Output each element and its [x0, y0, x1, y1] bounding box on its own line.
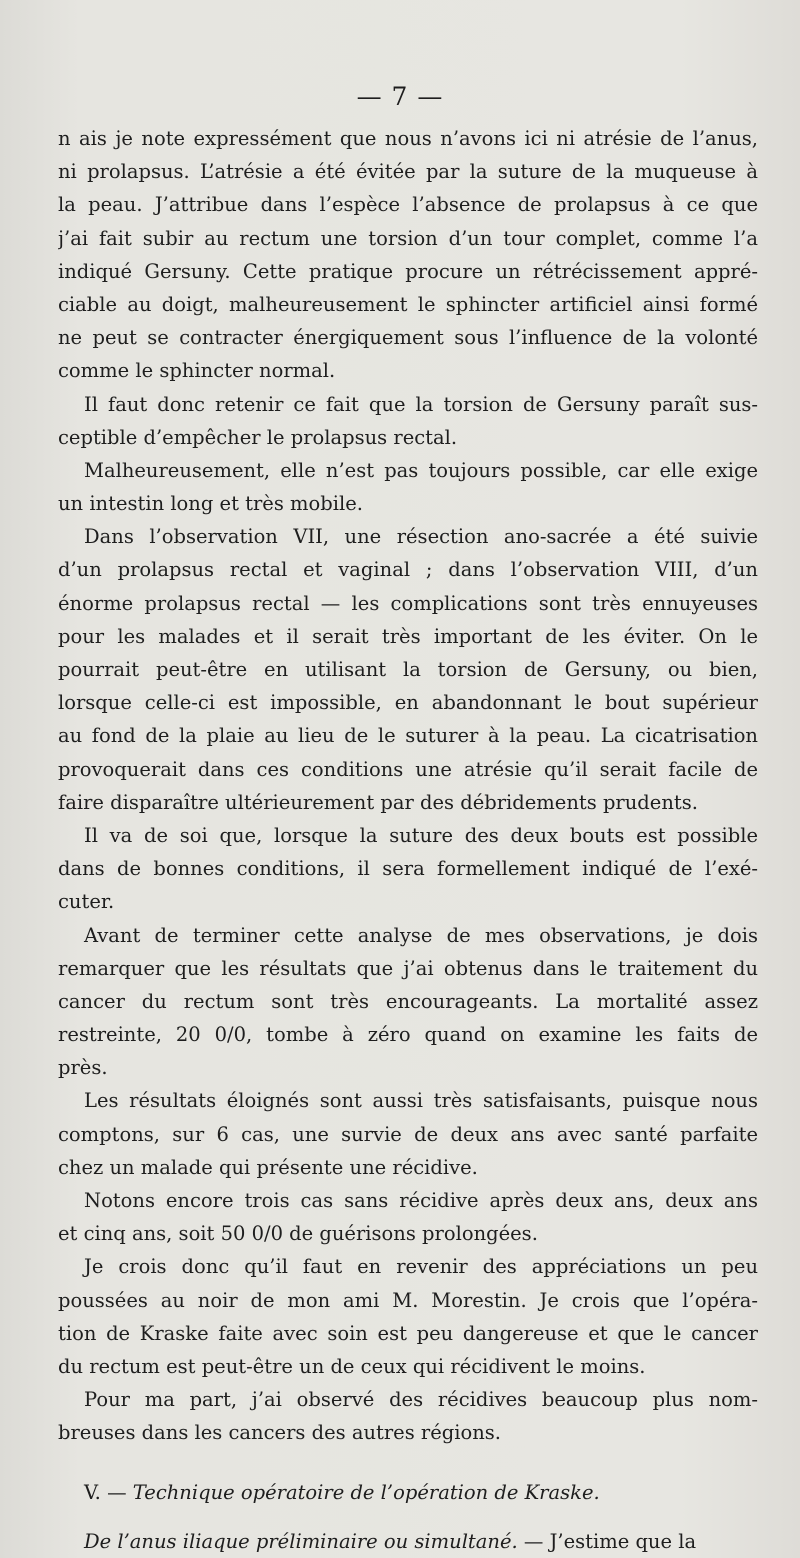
text-line: chez un malade qui présente une récidive. — [58, 1155, 478, 1179]
text-line: poussées au noir de mon ami M. Morestin. Je crois que l’opéra- — [58, 1288, 758, 1312]
text-line: Je crois donc qu’il faut en revenir des appréciations un peu — [84, 1255, 758, 1279]
body-text — [58, 122, 758, 1558]
text-line: lorsque celle-ci est impossible, en abandonnant le bout supérieur — [58, 691, 758, 715]
text-line: remarquer que les résultats que j’ai obtenus dans le traitement du — [58, 956, 758, 980]
text-line: Notons encore trois cas sans récidive après deux ans, deux ans — [84, 1189, 758, 1212]
text-line: comptons, sur 6 cas, une survie de deux ans avec santé parfaite — [58, 1122, 758, 1146]
text-line: n ais je note expressément que nous n’avons ici ni atrésie de l’anus, — [58, 127, 758, 150]
text-line: au fond de la plaie au lieu de le suturer à la peau. La cicatrisation — [58, 724, 758, 748]
page-number: — 7 — — [356, 82, 444, 111]
text-line: Les résultats éloignés sont aussi très satisfaisants, puisque nous — [84, 1089, 758, 1113]
text-line: énorme prolapsus rectal — les complications sont très ennuyeuses — [58, 591, 758, 615]
subsection-title: De l’anus iliaque préliminaire ou simultané. — [84, 1529, 518, 1553]
text-line: ceptible d’empêcher le prolapsus rectal. — [58, 425, 458, 449]
section-prefix: V. — — [84, 1480, 133, 1504]
text-line: Il faut donc retenir ce fait que la torsion de Gersuny paraît sus- — [84, 392, 758, 416]
text-line: breuses dans les cancers des autres régions. — [58, 1421, 502, 1445]
text-line: pourrait peut-être en utilisant la torsion de Gersuny, ou bien, — [58, 658, 758, 681]
text-line: indiqué Gersuny. Cette pratique procure un rétrécissement appré- — [58, 259, 758, 283]
text-line: j’ai fait subir au rectum une torsion d’un tour complet, comme l’a — [58, 226, 758, 250]
text-line: faire disparaître ultérieurement par des débridements prudents. — [58, 790, 698, 814]
text-line: Pour ma part, j’ai observé des récidives beaucoup plus nom- — [84, 1388, 758, 1412]
subsection-line — [58, 1525, 758, 1558]
text-line: comme le sphincter normal. — [58, 359, 336, 383]
text-line: Il va de soi que, lorsque la suture des deux bouts est possible — [84, 823, 758, 847]
text-line: du rectum est peut-être un de ceux qui récidivent le moins. — [58, 1354, 646, 1378]
text-line: tion de Kraske faite avec soin est peu dangereuse et que le cancer — [58, 1321, 758, 1345]
section-title: Technique opératoire de l’opération de Kraske. — [132, 1480, 600, 1504]
text-line: dans de bonnes conditions, il sera formellement indiqué de l’exé- — [58, 857, 758, 881]
text-line: ciable au doigt, malheureusement le sphincter artificiel ainsi formé — [58, 292, 758, 316]
text-line: cuter. — [58, 890, 115, 914]
text-line: Avant de terminer cette analyse de mes observations, je dois — [84, 923, 758, 947]
subsection-text: — J’estime que la — [517, 1529, 697, 1553]
text-line: cancer du rectum sont très encourageants. La mortalité assez — [58, 989, 758, 1013]
text-line: et cinq ans, soit 50 0/0 de guérisons prolongées. — [58, 1222, 538, 1246]
text-line: un intestin long et très mobile. — [58, 492, 363, 516]
text-line: pour les malades et il serait très important de les éviter. On le — [58, 624, 758, 648]
text-line: Malheureusement, elle n’est pas toujours possible, car elle exige — [84, 458, 758, 482]
text-line: la peau. J’attribue dans l’espèce l’absence de prolapsus à ce que — [58, 193, 758, 217]
text-line: ni prolapsus. L’atrésie a été évitée par la suture de la muqueuse à — [58, 160, 758, 184]
text-line: restreinte, 20 0/0, tombe à zéro quand on examine les faits de — [58, 1023, 758, 1047]
text-line: près. — [58, 1056, 108, 1080]
text-line: d’un prolapsus rectal et vaginal ; dans l’observation VIII, d’un — [58, 558, 758, 582]
section-heading — [58, 1476, 758, 1509]
text-line: provoquerait dans ces conditions une atrésie qu’il serait facile de — [58, 757, 758, 781]
text-line: ne peut se contracter énergiquement sous l’influence de la volonté — [58, 326, 758, 350]
text-line: Dans l’observation VII, une résection ano-sacrée a été suivie — [84, 525, 758, 549]
